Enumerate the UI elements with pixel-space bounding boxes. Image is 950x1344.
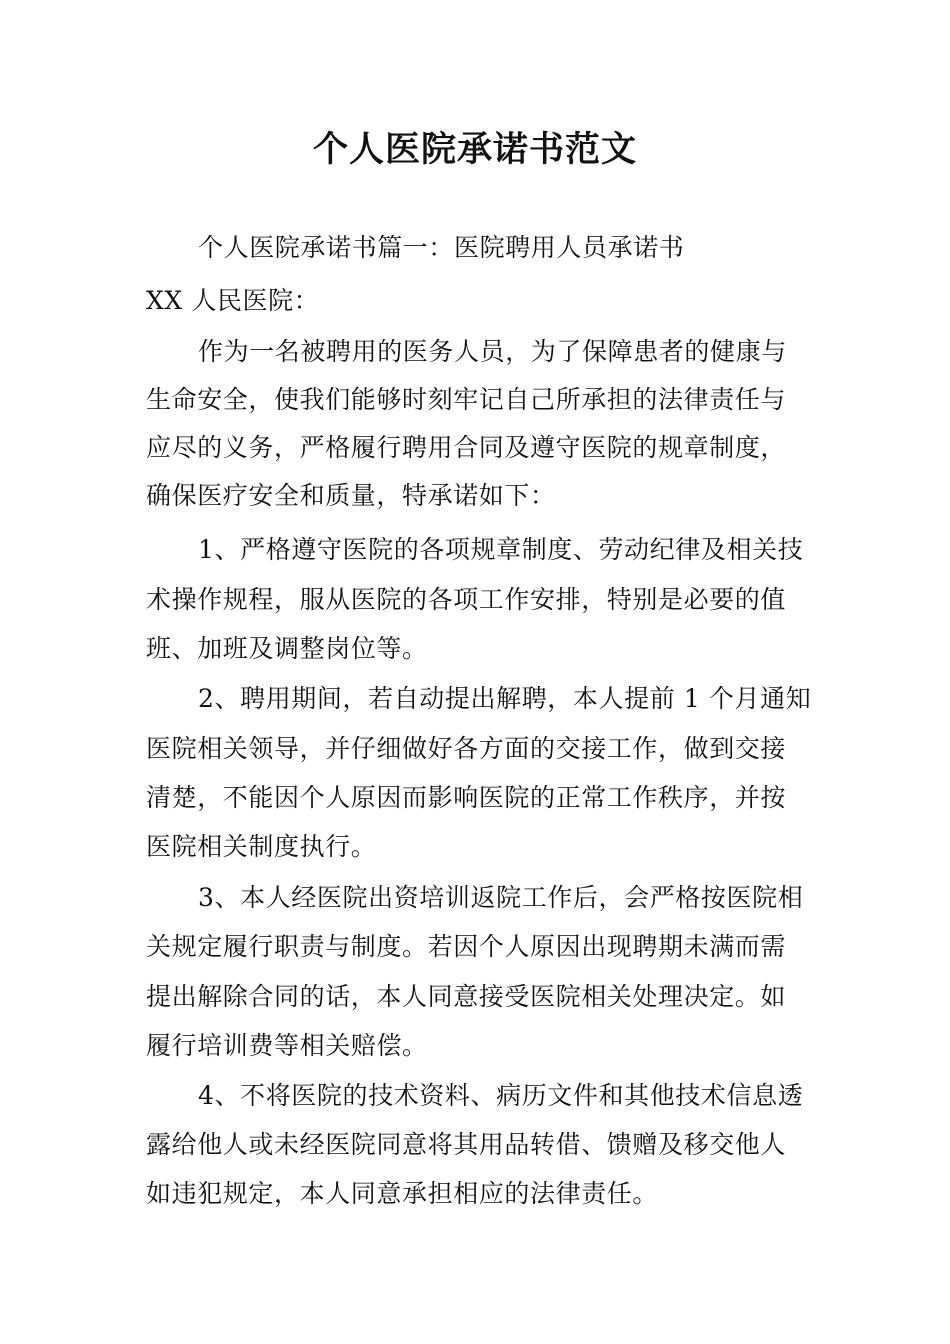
section-heading: 个人医院承诺书篇一：医院聘用人员承诺书 bbox=[198, 233, 685, 262]
document-title: 个人医院承诺书范文 bbox=[312, 129, 637, 170]
paragraph-line: 确保医疗安全和质量，特承诺如下： bbox=[146, 481, 556, 510]
paragraph-line: 提出解除合同的话，本人同意接受医院相关处理决定。如 bbox=[146, 982, 787, 1011]
paragraph-line: 4、不将医院的技术资料、病历文件和其他技术信息透 bbox=[198, 1081, 804, 1110]
paragraph-line: 清楚，不能因个人原因而影响医院的正常工作秩序，并按 bbox=[146, 783, 787, 812]
paragraph-line: 生命安全，使我们能够时刻牢记自己所承担的法律责任与 bbox=[146, 385, 787, 414]
paragraph-line: 履行培训费等相关赔偿。 bbox=[146, 1031, 428, 1060]
salutation: XX 人民医院： bbox=[146, 286, 320, 315]
paragraph-line: 作为一名被聘用的医务人员，为了保障患者的健康与 bbox=[198, 337, 787, 366]
paragraph-line: 班、加班及调整岗位等。 bbox=[146, 634, 428, 663]
paragraph-line: 应尽的义务，严格履行聘用合同及遵守医院的规章制度， bbox=[146, 433, 787, 462]
paragraph-line: 医院相关制度执行。 bbox=[146, 832, 377, 861]
paragraph-line: 关规定履行职责与制度。若因个人原因出现聘期未满而需 bbox=[146, 932, 787, 961]
paragraph-line: 露给他人或未经医院同意将其用品转借、馈赠及移交他人 bbox=[146, 1130, 787, 1159]
paragraph-line: 2、聘用期间，若自动提出解聘，本人提前 1 个月通知 bbox=[198, 684, 812, 713]
paragraph-line: 3、本人经医院出资培训返院工作后，会严格按医院相 bbox=[198, 883, 804, 912]
paragraph-line: 如违犯规定，本人同意承担相应的法律责任。 bbox=[146, 1179, 659, 1208]
paragraph-line: 术操作规程，服从医院的各项工作安排，特别是必要的值 bbox=[146, 585, 787, 614]
paragraph-line: 医院相关领导，并仔细做好各方面的交接工作，做到交接 bbox=[146, 734, 787, 763]
paragraph-line: 1、严格遵守医院的各项规章制度、劳动纪律及相关技 bbox=[198, 535, 804, 564]
